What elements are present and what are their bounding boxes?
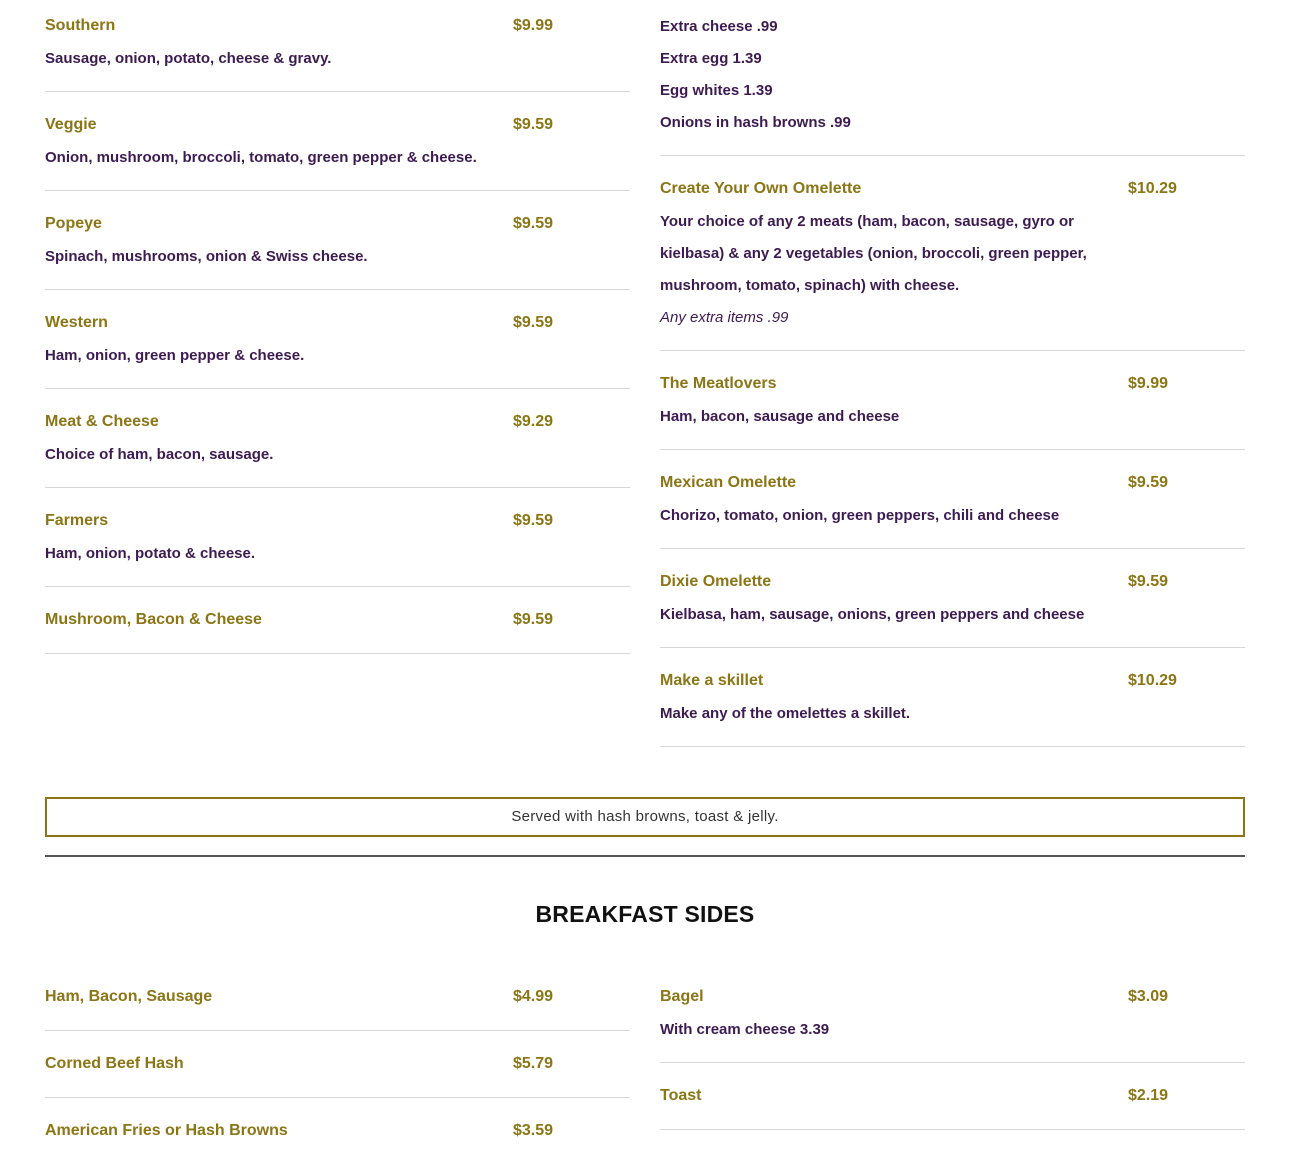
omelette-list-right — [660, 0, 1245, 747]
omelette-list-left — [45, 0, 630, 654]
item-note: Any extra items .99 — [660, 309, 789, 326]
item-price: $9.59 — [513, 314, 554, 331]
item-description: Ham, bacon, sausage and cheese — [660, 408, 900, 425]
item-price: $5.79 — [513, 1055, 554, 1072]
item-description: Ham, onion, potato & cheese. — [45, 545, 256, 562]
item-name: Dixie Omelette — [660, 573, 772, 590]
item-price: $3.59 — [513, 1122, 554, 1139]
item-price: $9.29 — [513, 413, 554, 430]
served-with-note: Served with hash browns, toast & jelly. — [45, 797, 1245, 837]
item-price: $9.59 — [513, 512, 554, 529]
item-name: Western — [45, 314, 108, 331]
menu-item-popeye — [45, 191, 630, 290]
item-price: $9.99 — [513, 17, 554, 34]
menu-item-veggie — [45, 92, 630, 191]
breakfast-sides-heading: BREAKFAST SIDES — [535, 901, 755, 927]
item-price: $4.99 — [513, 988, 554, 1005]
menu-item-farmers — [45, 488, 630, 587]
item-name: Meat & Cheese — [45, 413, 159, 430]
extras-list — [660, 0, 1245, 156]
item-name: American Fries or Hash Browns — [45, 1122, 288, 1139]
item-price: $9.59 — [513, 116, 554, 133]
item-description: Spinach, mushrooms, onion & Swiss cheese. — [45, 248, 368, 265]
item-name: Veggie — [45, 116, 97, 133]
item-description: Sausage, onion, potato, cheese & gravy. — [45, 50, 332, 67]
item-name: Ham, Bacon, Sausage — [45, 988, 213, 1005]
menu-item-create-your-own — [660, 156, 1245, 351]
item-name: Mexican Omelette — [660, 474, 797, 491]
item-description: Make any of the omelettes a skillet. — [660, 705, 911, 722]
side-item-corned-beef-hash — [45, 1031, 630, 1098]
item-name: Popeye — [45, 215, 102, 232]
item-description: With cream cheese 3.39 — [660, 1021, 830, 1038]
item-price: $10.29 — [1128, 672, 1177, 689]
extra-option: Onions in hash browns .99 — [660, 114, 851, 131]
item-description: Onion, mushroom, broccoli, tomato, green pepper & cheese. — [45, 149, 477, 166]
item-name: Corned Beef Hash — [45, 1055, 184, 1072]
menu-item-mushroom-bacon-cheese — [45, 587, 630, 654]
extra-option: Extra cheese .99 — [660, 18, 778, 35]
item-name: Farmers — [45, 512, 109, 529]
item-name: Create Your Own Omelette — [660, 180, 862, 197]
item-name: Southern — [45, 17, 116, 34]
side-item-ham-bacon-sausage — [45, 964, 630, 1031]
side-item-bagel — [660, 964, 1245, 1063]
item-price: $9.59 — [513, 611, 554, 628]
side-item-american-fries — [45, 1098, 630, 1155]
sides-list-right — [660, 964, 1245, 1130]
extra-option: Egg whites 1.39 — [660, 82, 773, 99]
item-description: Choice of ham, bacon, sausage. — [45, 446, 274, 463]
item-description: kielbasa) & any 2 vegetables (onion, broccoli, green pepper, — [660, 245, 1087, 262]
item-price: $9.59 — [513, 215, 554, 232]
menu-item-mexican-omelette — [660, 450, 1245, 549]
side-item-toast — [660, 1063, 1245, 1130]
menu-item-meat-cheese — [45, 389, 630, 488]
item-name: Make a skillet — [660, 672, 764, 689]
menu-item-meatlovers — [660, 351, 1245, 450]
item-price: $3.09 — [1128, 988, 1169, 1005]
item-price: $9.59 — [1128, 474, 1169, 491]
section-divider — [45, 855, 1245, 857]
item-name: Bagel — [660, 988, 704, 1005]
item-price: $2.19 — [1128, 1087, 1169, 1104]
extra-option: Extra egg 1.39 — [660, 50, 762, 67]
menu-item-western — [45, 290, 630, 389]
item-description: Ham, onion, green pepper & cheese. — [45, 347, 305, 364]
item-price: $9.59 — [1128, 573, 1169, 590]
sides-list-left — [45, 964, 630, 1155]
item-description: Chorizo, tomato, onion, green peppers, chili and cheese — [660, 507, 1060, 524]
item-description: mushroom, tomato, spinach) with cheese. — [660, 277, 960, 294]
menu-item-southern — [45, 0, 630, 92]
item-name: Toast — [660, 1087, 702, 1104]
item-price: $10.29 — [1128, 180, 1177, 197]
item-description: Kielbasa, ham, sausage, onions, green peppers and cheese — [660, 606, 1085, 623]
item-description: Your choice of any 2 meats (ham, bacon, sausage, gyro or — [660, 213, 1075, 230]
menu-item-dixie-omelette — [660, 549, 1245, 648]
item-price: $9.99 — [1128, 375, 1169, 392]
item-name: The Meatlovers — [660, 375, 777, 392]
menu-item-make-a-skillet — [660, 648, 1245, 747]
item-name: Mushroom, Bacon & Cheese — [45, 611, 262, 628]
